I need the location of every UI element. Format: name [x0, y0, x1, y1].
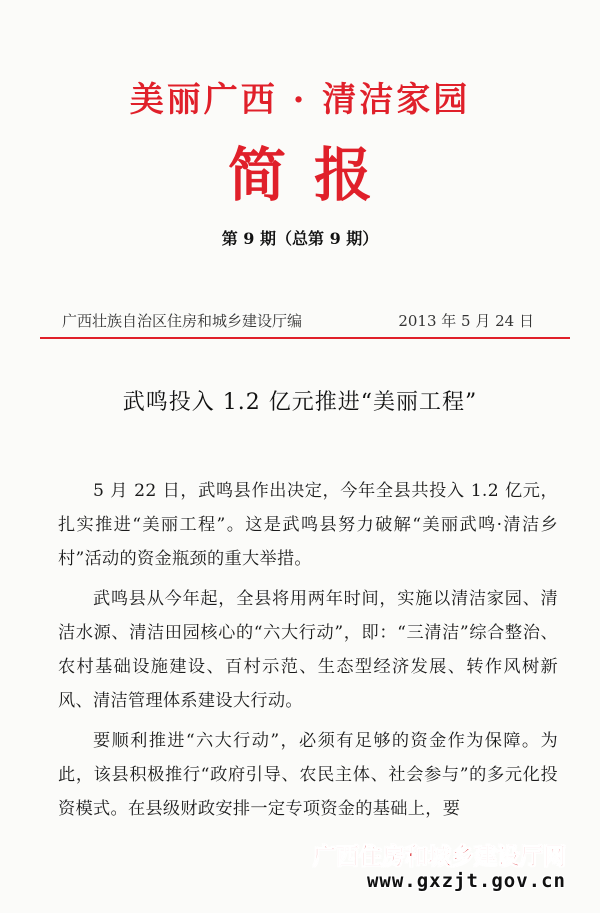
- masthead-title: 简报: [227, 141, 400, 209]
- article-title: 武鸣投入 1.2 亿元推进“美丽工程”: [122, 390, 478, 415]
- publish-date: 2013 年 5 月 24 日: [398, 312, 534, 330]
- article-body: [58, 474, 558, 832]
- red-divider: [40, 337, 570, 339]
- watermark-site-name: 广西住房和城乡建设厅网: [313, 844, 566, 870]
- masthead-slogan: 美丽广西 · 清洁家园: [129, 80, 471, 120]
- issue-number: 第 9 期（总第 9 期）: [221, 229, 379, 248]
- paragraph: 5 月 22 日，武鸣县作出决定，今年全县共投入 1.2 亿元，扎实推进“美丽工程”。这是武鸣县努力破解“美丽武鸣·清洁乡村”活动的资金瓶颈的重大举措。: [58, 481, 558, 569]
- watermark-url: www.gxzjt.gov.cn: [366, 870, 566, 892]
- paragraph: 要顺利推进“六大行动”，必须有足够的资金作为保障。为此，该县积极推行“政府引导、农民主体、社会参与”的多元化投资模式。在县级财政安排一定专项资金的基础上，要: [58, 731, 558, 819]
- editor-line: 广西壮族自治区住房和城乡建设厅编: [62, 312, 303, 330]
- paragraph: 武鸣县从今年起，全县将用两年时间，实施以清洁家园、清洁水源、清洁田园核心的“六大行动”，即：“三清洁”综合整治、农村基础设施建设、百村示范、生态型经济发展、转作风树新风、清洁管理体系建设大行动。: [58, 589, 558, 711]
